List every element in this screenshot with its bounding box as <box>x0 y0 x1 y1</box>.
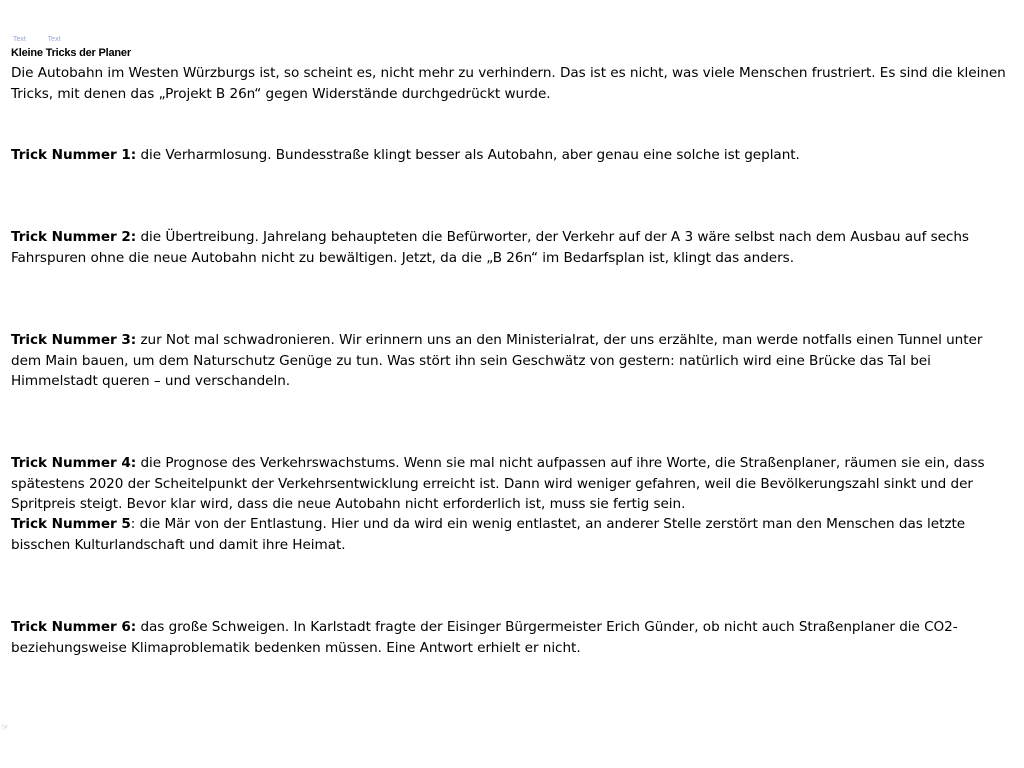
trick-2-paragraph <box>11 227 1011 268</box>
trick-5-paragraph <box>11 514 1011 555</box>
article-heading: Kleine Tricks der Planer <box>11 47 131 59</box>
trick-4-text: die Prognose des Verkehrswachstums. Wenn sie mal nicht aufpassen auf ihre Worte, die Straßenplaner, räumen sie ein, dass spätestens 2020 der Scheitelpunkt der Verkehrsentwicklung erreicht ist. Dann wird weniger gefahren, weil die Bevölkerungszahl sinkt und der Spritpreis steigt. Bevor klar wird, dass die neue Autobahn nicht erforderlich ist, muss sie fertig sein. <box>11 455 985 513</box>
trick-6-text: das große Schweigen. In Karlstadt fragte der Eisinger Bürgermeister Erich Günder, ob nicht auch Straßenplaner die CO2-beziehungsweise Klimaproblematik bedenken müssen. Eine Antwort erhielt er nicht. <box>11 619 958 656</box>
top-link-1[interactable]: Text <box>13 36 26 43</box>
trick-2-text: die Übertreibung. Jahrelang behaupteten die Befürworter, der Verkehr auf der A 3 wäre selbst nach dem Ausbau auf sechs Fahrspuren ohne die neue Autobahn nicht zu bewältigen. Jetzt, da die „B 26n“ im Bedarfsplan ist, klingt das anders. <box>11 229 969 266</box>
trick-3-text: zur Not mal schwadronieren. Wir erinnern uns an den Ministerialrat, der uns erzählte, man werde notfalls einen Tunnel unter dem Main bauen, um dem Naturschutz Genüge zu tun. Was stört ihn sein Geschwätz von gestern: natürlich wird eine Brücke das Tal bei Himmelstadt queren – und verschandeln. <box>11 332 983 390</box>
trick-2-label: Trick Nummer 2: <box>11 229 137 245</box>
trick-3-label: Trick Nummer 3: <box>11 332 137 348</box>
trick-6-paragraph <box>11 617 1011 658</box>
trick-1-label: Trick Nummer 1: <box>11 147 137 163</box>
trick-4-paragraph <box>11 453 1011 515</box>
trick-6-label: Trick Nummer 6: <box>11 619 137 635</box>
trick-4-label: Trick Nummer 4: <box>11 455 137 471</box>
trick-1-paragraph <box>11 145 1011 166</box>
top-link-2[interactable]: Text <box>47 36 61 43</box>
top-links <box>13 36 81 43</box>
trick-3-paragraph <box>11 330 1011 392</box>
trick-5-label: Trick Nummer 5 <box>11 516 131 532</box>
trick-5-text: : die Mär von der Entlastung. Hier und da wird ein wenig entlastet, an anderer Stelle zerstört man den Menschen das letzte bisschen Kulturlandschaft und damit ihre Heimat. <box>11 516 966 553</box>
small-cursor-icon: ☞ <box>1 723 10 733</box>
intro-paragraph: Die Autobahn im Westen Würzburgs ist, so scheint es, nicht mehr zu verhindern. Das ist es nicht, was viele Menschen frustriert. Es sind die kleinen Tricks, mit denen das „Projekt B 26n“ gegen Widerstände durchgedrückt wurde. <box>11 65 1006 102</box>
trick-1-text: die Verharmlosung. Bundesstraße klingt besser als Autobahn, aber genau eine solche ist geplant. <box>136 147 800 163</box>
